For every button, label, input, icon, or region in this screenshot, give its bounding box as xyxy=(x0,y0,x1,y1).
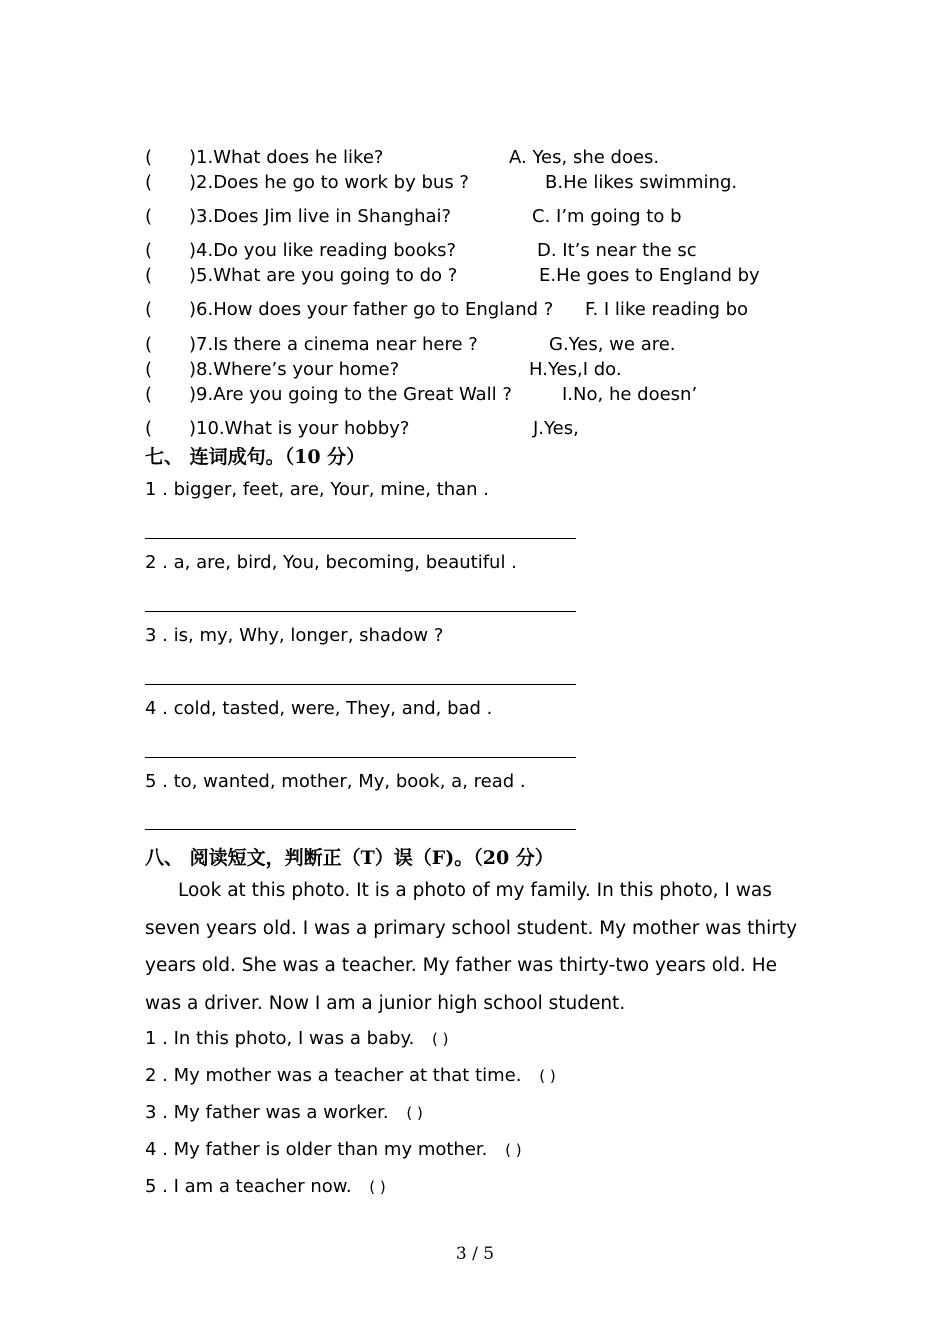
sentence-item: 2 . a, are, bird, You, becoming, beautiful . xyxy=(145,552,517,573)
tf-answer-blank[interactable]: ( ) xyxy=(406,1104,423,1122)
tf-question xyxy=(145,1028,449,1050)
tf-question-text: 1 . In this photo, I was a baby. xyxy=(145,1028,415,1049)
answer-line[interactable] xyxy=(145,538,576,539)
answer-paren: ( xyxy=(145,359,153,380)
sentence-item: 3 . is, my, Why, longer, shadow ? xyxy=(145,625,444,646)
answer-option: J.Yes, xyxy=(533,418,579,439)
answer-option: D. It’s near the sc xyxy=(537,240,697,261)
question-text: )5.What are you going to do ? xyxy=(189,265,458,286)
tf-question-text: 5 . I am a teacher now. xyxy=(145,1176,352,1197)
tf-question xyxy=(145,1065,556,1087)
answer-paren: ( xyxy=(145,206,153,227)
answer-paren: ( xyxy=(145,384,153,405)
question-text: )7.Is there a cinema near here ? xyxy=(189,334,478,355)
tf-question-text: 2 . My mother was a teacher at that time. xyxy=(145,1065,522,1086)
tf-question xyxy=(145,1176,386,1198)
answer-paren: ( xyxy=(145,172,153,193)
answer-option: E.He goes to England by xyxy=(539,265,760,286)
answer-paren: ( xyxy=(145,147,153,168)
tf-answer-blank[interactable]: ( ) xyxy=(505,1141,522,1159)
question-text: )2.Does he go to work by bus ? xyxy=(189,172,469,193)
tf-answer-blank[interactable]: ( ) xyxy=(369,1178,386,1196)
question-text: )4.Do you like reading books? xyxy=(189,240,457,261)
tf-answer-blank[interactable]: ( ) xyxy=(539,1067,556,1085)
question-text: )6.How does your father go to England ? xyxy=(189,299,554,320)
tf-question xyxy=(145,1102,423,1124)
sentence-item: 1 . bigger, feet, are, Your, mine, than . xyxy=(145,479,490,500)
tf-question-text: 3 . My father was a worker. xyxy=(145,1102,389,1123)
section-7-title: 七、 连词成句。（10 分） xyxy=(145,446,366,468)
question-text: )9.Are you going to the Great Wall ? xyxy=(189,384,512,405)
answer-option: H.Yes,I do. xyxy=(529,359,622,380)
sentence-item: 5 . to, wanted, mother, My, book, a, read . xyxy=(145,771,526,792)
answer-line[interactable] xyxy=(145,829,576,830)
answer-line[interactable] xyxy=(145,684,576,685)
answer-paren: ( xyxy=(145,418,153,439)
question-text: )8.Where’s your home? xyxy=(189,359,400,380)
answer-option: I.No, he doesn’ xyxy=(562,384,698,405)
section-8-title: 八、 阅读短文，判断正（T）误（F)。（20 分） xyxy=(145,847,554,869)
answer-line[interactable] xyxy=(145,757,576,758)
answer-paren: ( xyxy=(145,240,153,261)
answer-line[interactable] xyxy=(145,611,576,612)
tf-answer-blank[interactable]: ( ) xyxy=(432,1030,449,1048)
question-text: )1.What does he like? xyxy=(189,147,384,168)
answer-option: B.He likes swimming. xyxy=(545,172,738,193)
answer-option: A. Yes, she does. xyxy=(509,147,660,168)
question-text: )10.What is your hobby? xyxy=(189,418,410,439)
reading-passage: Look at this photo. It is a photo of my family. In this photo, I was seven years old. I was a primary school student. My mother was thirty years old. She was a teacher. My father was thirty-two years old. He was a driver. Now I am a junior high school student. xyxy=(145,880,798,1014)
question-text: )3.Does Jim live in Shanghai? xyxy=(189,206,452,227)
page-number: 3 / 5 xyxy=(455,1244,495,1264)
tf-question-text: 4 . My father is older than my mother. xyxy=(145,1139,488,1160)
answer-option: C. I’m going to b xyxy=(532,206,682,227)
answer-paren: ( xyxy=(145,265,153,286)
answer-option: G.Yes, we are. xyxy=(549,334,676,355)
answer-paren: ( xyxy=(145,299,153,320)
sentence-item: 4 . cold, tasted, were, They, and, bad . xyxy=(145,698,493,719)
answer-option: F. I like reading bo xyxy=(585,299,749,320)
answer-paren: ( xyxy=(145,334,153,355)
tf-question xyxy=(145,1139,522,1161)
